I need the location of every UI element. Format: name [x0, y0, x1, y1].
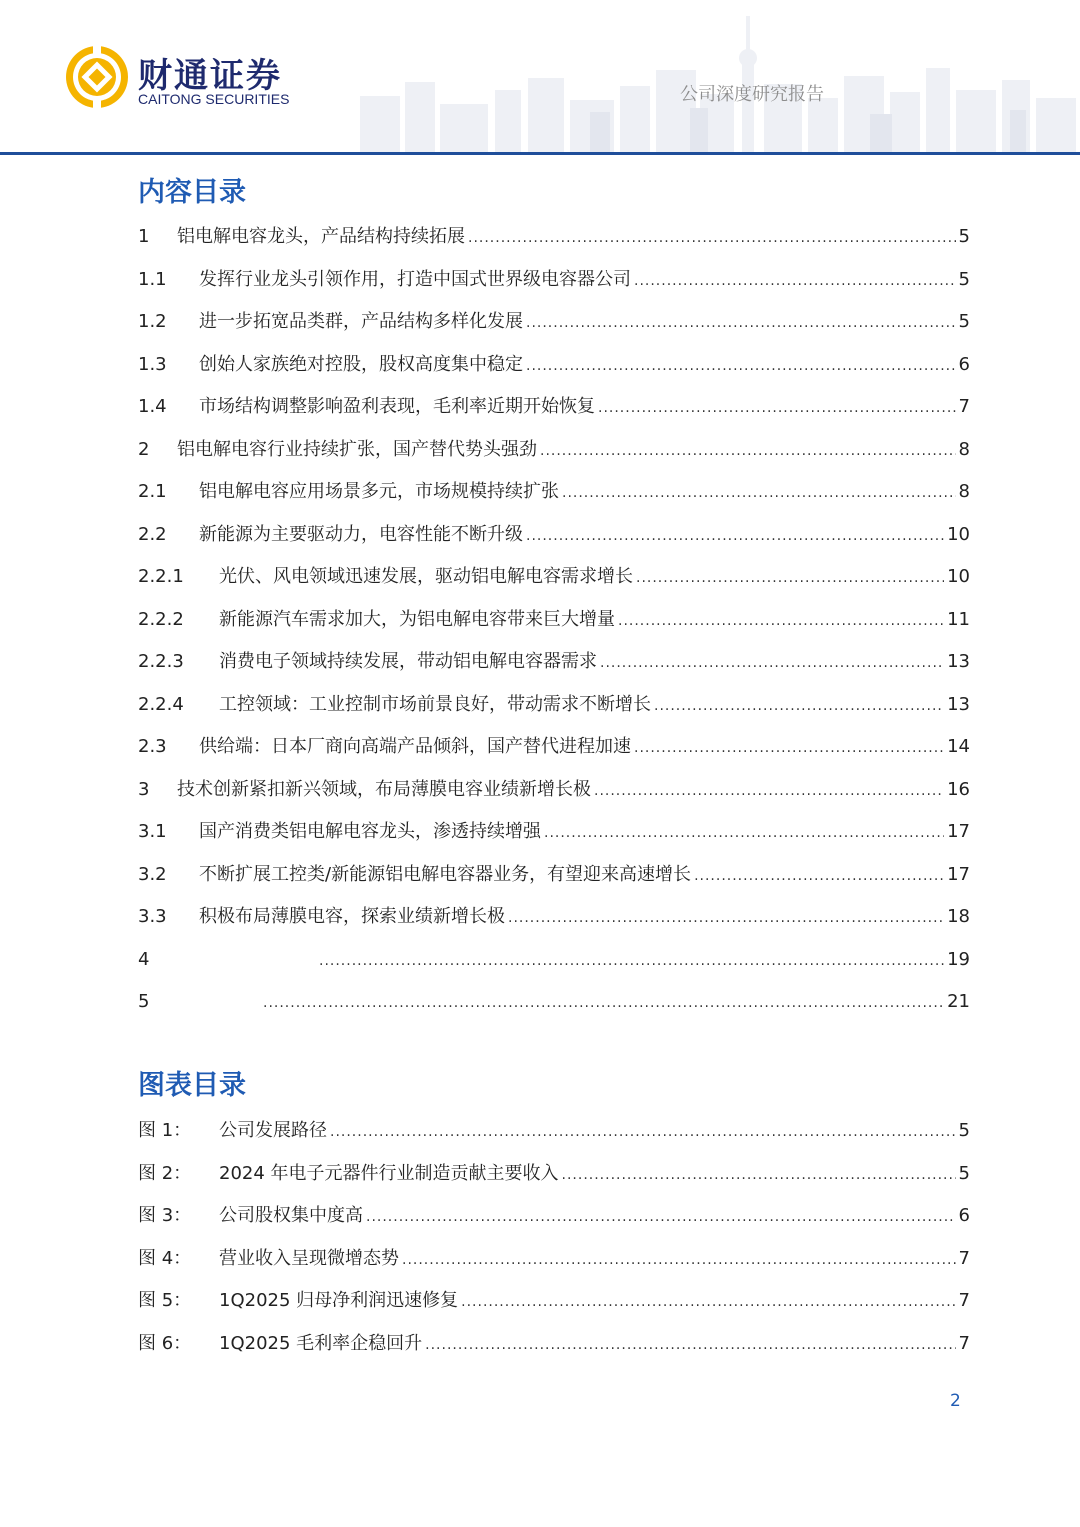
entry-page-number: 6	[958, 1205, 970, 1226]
entry-title: 2024 年电子元器件行业制造贡献主要收入	[219, 1162, 559, 1184]
toc-entry-1[interactable]	[138, 224, 970, 250]
entry-title: 铝电解电容应用场景多元，市场规模持续扩张	[199, 481, 559, 502]
entry-number: 1.2	[138, 311, 167, 332]
dot-leader	[562, 480, 956, 506]
entry-number: 1	[138, 226, 150, 247]
dot-leader	[598, 395, 956, 421]
entry-page-number: 5	[958, 268, 970, 290]
entry-title: 供给端：日本厂商向高端产品倾斜，国产替代进程加速	[199, 736, 631, 757]
entry-number: 2.2.3	[138, 651, 184, 672]
dot-leader	[636, 565, 944, 591]
entry-number: 图 3：	[138, 1205, 192, 1226]
entry-title: 铝电解电容龙头，产品结构持续拓展	[177, 226, 465, 247]
toc-entry-2-3[interactable]	[138, 734, 970, 760]
figure-entry[interactable]	[138, 1246, 970, 1272]
toc-entry-2[interactable]	[138, 437, 970, 463]
dot-leader	[600, 650, 944, 676]
dot-leader	[319, 948, 944, 974]
entry-title: 国产消费类铝电解电容龙头，渗透持续增强	[199, 821, 541, 842]
dot-leader	[654, 693, 944, 719]
entry-page-number: 13	[947, 651, 970, 672]
dot-leader	[263, 990, 944, 1016]
entry-number: 2.3	[138, 736, 167, 757]
entry-number: 3.3	[138, 906, 167, 927]
entry-title: 消费电子领域持续发展，带动铝电解电容器需求	[219, 651, 597, 672]
toc-entry-2-2[interactable]	[138, 522, 970, 548]
brand-name-en: CAITONG SECURITIES	[138, 91, 290, 107]
entry-title: 营业收入呈现微增态势	[219, 1247, 399, 1269]
entry-page-number: 11	[947, 608, 970, 630]
toc-entry-2-2-1[interactable]	[138, 564, 970, 590]
entry-page-number: 17	[947, 821, 970, 842]
header-rule	[0, 152, 1080, 155]
entry-number: 2.2.4	[138, 693, 184, 715]
entry-number: 图 4：	[138, 1247, 192, 1269]
dot-leader	[402, 1247, 956, 1273]
entry-title: 公司发展路径	[219, 1120, 327, 1141]
figure-entry[interactable]	[138, 1161, 970, 1187]
figure-entry[interactable]	[138, 1331, 970, 1357]
entry-page-number: 7	[958, 1290, 970, 1311]
dot-leader	[594, 778, 944, 804]
entry-number: 2.2.1	[138, 566, 184, 587]
report-type-label: 公司深度研究报告	[680, 84, 824, 105]
page-number: 2	[950, 1391, 961, 1411]
toc-entry-1-1[interactable]	[138, 267, 970, 293]
toc-entry-4[interactable]	[138, 947, 970, 973]
dot-leader	[461, 1289, 955, 1315]
entry-page-number: 5	[958, 1120, 970, 1141]
dot-leader	[540, 438, 956, 464]
figures-title: 图表目录	[138, 1070, 246, 1101]
entry-page-number: 8	[958, 481, 970, 502]
toc-entry-2-1[interactable]	[138, 479, 970, 505]
dot-leader	[366, 1204, 956, 1230]
entry-number: 1.3	[138, 353, 167, 375]
dot-leader	[562, 1162, 956, 1188]
entry-page-number: 10	[947, 566, 970, 587]
entry-number: 4	[138, 948, 150, 970]
entry-title: 公司股权集中度高	[219, 1205, 363, 1226]
entry-title: 进一步拓宽品类群，产品结构多样化发展	[199, 311, 523, 332]
toc-entry-3-2[interactable]	[138, 862, 970, 888]
figure-entry[interactable]	[138, 1203, 970, 1229]
dot-leader	[526, 310, 956, 336]
entry-page-number: 8	[958, 438, 970, 460]
entry-title: 1Q2025 毛利率企稳回升	[219, 1332, 423, 1354]
entry-number: 5	[138, 991, 150, 1012]
entry-number: 图 6：	[138, 1332, 192, 1354]
dot-leader	[618, 608, 944, 634]
entry-title: 积极布局薄膜电容，探索业绩新增长极	[199, 906, 505, 927]
brand-name-cn: 财通证券	[138, 56, 282, 96]
toc-entry-5[interactable]	[138, 989, 970, 1015]
page-header	[0, 0, 1080, 160]
entry-title: 发挥行业龙头引领作用，打造中国式世界级电容器公司	[199, 268, 631, 290]
entry-number: 3.1	[138, 821, 167, 842]
entry-page-number: 5	[958, 1162, 970, 1184]
dot-leader	[526, 353, 956, 379]
entry-number: 2	[138, 438, 150, 460]
dot-leader	[694, 863, 944, 889]
toc-entry-1-4[interactable]	[138, 394, 970, 420]
dot-leader	[330, 1119, 956, 1145]
caitong-logo-icon	[62, 42, 132, 112]
entry-title: 市场结构调整影响盈利表现，毛利率近期开始恢复	[199, 396, 595, 417]
entry-page-number: 17	[947, 863, 970, 885]
toc-entry-3-1[interactable]	[138, 819, 970, 845]
entry-number: 3	[138, 778, 150, 800]
entry-page-number: 16	[947, 778, 970, 800]
toc-entry-1-2[interactable]	[138, 309, 970, 335]
entry-title: 新能源汽车需求加大，为铝电解电容带来巨大增量	[219, 608, 615, 630]
dot-leader	[634, 735, 944, 761]
entry-page-number: 18	[947, 906, 970, 927]
dot-leader	[508, 905, 944, 931]
toc-entry-3-3[interactable]	[138, 904, 970, 930]
toc-entry-2-2-3[interactable]	[138, 649, 970, 675]
entry-title: 工控领域：工业控制市场前景良好，带动需求不断增长	[219, 693, 651, 715]
dot-leader	[526, 523, 944, 549]
entry-number: 2.2.2	[138, 608, 184, 630]
entry-page-number: 5	[958, 311, 970, 332]
toc-entry-2-2-4[interactable]	[138, 692, 970, 718]
entry-title: 创始人家族绝对控股，股权高度集中稳定	[199, 353, 523, 375]
figure-entry[interactable]	[138, 1118, 970, 1144]
entry-number: 图 1：	[138, 1120, 192, 1141]
entry-title: 铝电解电容行业持续扩张，国产替代势头强劲	[177, 438, 537, 460]
entry-number: 3.2	[138, 863, 167, 885]
toc-entry-2-2-2[interactable]	[138, 607, 970, 633]
entry-title: 不断扩展工控类/新能源铝电解电容器业务，有望迎来高速增长	[199, 863, 692, 885]
entry-page-number: 5	[958, 226, 970, 247]
entry-page-number: 19	[947, 948, 970, 970]
entry-number: 1.4	[138, 396, 167, 417]
entry-number: 1.1	[138, 268, 167, 290]
entry-page-number: 6	[958, 353, 970, 375]
entry-title: 新能源为主要驱动力，电容性能不断升级	[199, 523, 523, 545]
entry-number: 2.2	[138, 523, 167, 545]
entry-page-number: 21	[947, 991, 970, 1012]
toc-entry-1-3[interactable]	[138, 352, 970, 378]
figure-entry[interactable]	[138, 1288, 970, 1314]
entry-number: 图 5：	[138, 1290, 192, 1311]
entry-page-number: 7	[958, 396, 970, 417]
dot-leader	[468, 225, 956, 251]
entry-number: 2.1	[138, 481, 167, 502]
entry-page-number: 7	[958, 1332, 970, 1354]
entry-number: 图 2：	[138, 1162, 192, 1184]
toc-title: 内容目录	[138, 177, 246, 208]
entry-page-number: 14	[947, 736, 970, 757]
entry-page-number: 13	[947, 693, 970, 715]
entry-title: 1Q2025 归母净利润迅速修复	[219, 1290, 459, 1311]
entry-title: 光伏、风电领域迅速发展，驱动铝电解电容需求增长	[219, 566, 633, 587]
dot-leader	[634, 268, 956, 294]
entry-page-number: 7	[958, 1247, 970, 1269]
entry-page-number: 10	[947, 523, 970, 545]
dot-leader	[425, 1332, 955, 1358]
entry-title: 技术创新紧扣新兴领域，布局薄膜电容业绩新增长极	[177, 778, 591, 800]
dot-leader	[544, 820, 944, 846]
toc-entry-3[interactable]	[138, 777, 970, 803]
